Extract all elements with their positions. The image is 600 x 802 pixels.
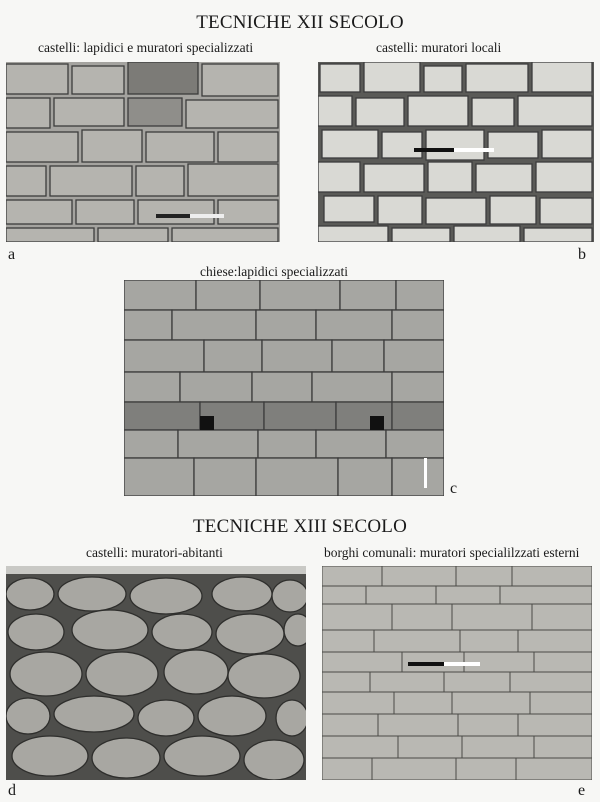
caption-d: castelli: muratori-abitanti [86, 545, 223, 560]
photo-d-masonry [6, 566, 306, 780]
caption-a: castelli: lapidici e muratori specializzati [38, 40, 254, 55]
caption-b: castelli: muratori locali [376, 40, 502, 55]
label-a: a [8, 246, 16, 263]
photo-c-masonry [124, 280, 444, 496]
label-d: d [8, 782, 16, 799]
caption-e: borghi comunali: muratori specialilzzati esterni [324, 545, 580, 560]
caption-c: chiese:lapidici specializzati [200, 264, 349, 279]
photo-e-masonry [322, 566, 592, 780]
photo-b-masonry [318, 62, 594, 242]
section-title-xiii: TECNICHE XIII SECOLO [192, 516, 408, 537]
section-title-xii: TECNICHE XII SECOLO [196, 12, 404, 33]
label-e: e [578, 782, 586, 799]
photo-a-masonry [6, 62, 280, 242]
label-c: c [450, 480, 458, 497]
label-b: b [578, 246, 586, 263]
